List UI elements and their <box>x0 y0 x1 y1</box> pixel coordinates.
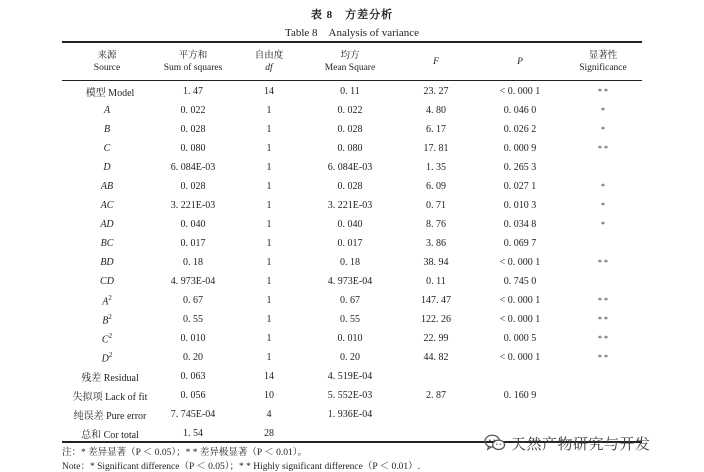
cell-df: 1 <box>266 143 272 154</box>
source-label: AB <box>100 181 114 192</box>
cell-significance <box>564 405 642 424</box>
cell-p-value: < 0. 000 1 <box>499 352 541 363</box>
cell-f-value: 0. 11 <box>426 276 446 287</box>
cell-f-value: 6. 17 <box>426 124 446 135</box>
cell-significance: * * <box>598 315 608 324</box>
column-header <box>152 44 234 80</box>
footnote-cn: 注：* 差异显著（P ＜ 0.05）；* * 差异极显著（P ＜ 0.01）。 <box>62 448 307 458</box>
cell-p-value: 0. 046 0 <box>503 105 537 116</box>
column-header <box>234 44 304 80</box>
cell-df: 1 <box>266 314 272 325</box>
table-header-row <box>62 44 642 80</box>
column-header <box>304 44 396 80</box>
cell-significance: * <box>601 220 605 229</box>
column-header-en: F <box>433 57 439 67</box>
table-row <box>62 196 642 215</box>
cell-source: 失拟项 Lack of fit <box>72 392 148 403</box>
source-label: CD <box>100 276 114 287</box>
cell-mean-square: 0. 20 <box>340 352 360 363</box>
wechat-icon <box>484 433 506 453</box>
table-row <box>62 158 642 177</box>
cell-f-value: 4. 80 <box>426 105 446 116</box>
cell-source: 总和 Cor total <box>81 430 139 441</box>
cell-df: 1 <box>266 333 272 344</box>
cell-df: 4 <box>266 409 272 420</box>
cell-source <box>62 272 152 291</box>
cell-p-value: 0. 160 9 <box>503 390 537 401</box>
column-header-en: Sum of squares <box>163 63 223 73</box>
cell-p-value: 0. 069 7 <box>503 238 537 249</box>
cell-sum-of-squares: 0. 55 <box>183 314 203 325</box>
cell-sum-of-squares: 0. 017 <box>180 238 206 249</box>
cell-source: 模型 Model <box>85 88 135 99</box>
source-label: C <box>103 143 111 154</box>
source-label: BD <box>100 257 114 268</box>
cell-f-value: 8. 76 <box>426 219 446 230</box>
source-label: A <box>102 296 109 308</box>
column-header <box>476 44 564 80</box>
table-row <box>62 367 642 386</box>
cell-df: 1 <box>266 124 272 135</box>
table-row <box>62 291 642 310</box>
column-header-en: Significance <box>579 63 627 73</box>
table-title-en: Table 8 Analysis of variance <box>285 27 419 39</box>
cell-sum-of-squares: 0. 20 <box>183 352 203 363</box>
source-label: D <box>103 162 111 173</box>
source-label: B <box>102 315 109 327</box>
table-row <box>62 80 642 101</box>
cell-mean-square: 0. 040 <box>337 219 363 230</box>
cell-sum-of-squares: 6. 084E-03 <box>170 162 216 173</box>
table-title-cn: 表 8 方差分析 <box>310 9 394 21</box>
table-row <box>62 405 642 424</box>
cell-mean-square: 0. 028 <box>337 181 363 192</box>
cell-df: 1 <box>266 352 272 363</box>
source-exponent: 2 <box>108 312 112 321</box>
cell-f-value: 23. 27 <box>423 86 449 97</box>
cell-sum-of-squares: 0. 040 <box>180 219 206 230</box>
watermark-text: 天然产物研究与开发 <box>511 434 651 453</box>
cell-f-value: 147. 47 <box>421 295 451 306</box>
cell-df: 1 <box>266 105 272 116</box>
cell-mean-square <box>304 424 396 443</box>
cell-f-value <box>396 424 476 443</box>
cell-f-value: 6. 09 <box>426 181 446 192</box>
cell-df: 1 <box>266 200 272 211</box>
source-label: AC <box>100 200 114 211</box>
cell-source <box>62 234 152 253</box>
source-label: B <box>103 124 111 135</box>
column-header <box>396 44 476 80</box>
top-rule <box>62 41 642 43</box>
cell-f-value <box>396 405 476 424</box>
cell-df: 1 <box>266 295 272 306</box>
cell-source <box>62 348 152 367</box>
cell-f-value: 22. 99 <box>423 333 449 344</box>
cell-mean-square: 0. 010 <box>337 333 363 344</box>
cell-source <box>62 329 152 348</box>
cell-significance: * * <box>598 144 608 153</box>
table-row <box>62 215 642 234</box>
cell-df: 10 <box>264 390 274 401</box>
table-row <box>62 272 642 291</box>
cell-sum-of-squares: 0. 063 <box>180 371 206 382</box>
table-row <box>62 329 642 348</box>
source-exponent: 2 <box>108 293 112 302</box>
cell-sum-of-squares: 0. 010 <box>180 333 206 344</box>
cell-mean-square: 4. 973E-04 <box>327 276 373 287</box>
cell-sum-of-squares: 3. 221E-03 <box>170 200 216 211</box>
column-header-cn: 平方和 <box>178 51 208 61</box>
cell-p-value: < 0. 000 1 <box>499 257 541 268</box>
cell-sum-of-squares: 0. 080 <box>180 143 206 154</box>
cell-significance <box>564 367 642 386</box>
table-row <box>62 386 642 405</box>
cell-df: 1 <box>266 276 272 287</box>
cell-significance <box>564 234 642 253</box>
cell-source <box>62 291 152 310</box>
column-header <box>564 44 642 80</box>
cell-mean-square: 1. 936E-04 <box>327 409 373 420</box>
cell-df: 14 <box>264 371 274 382</box>
cell-df: 1 <box>266 257 272 268</box>
cell-significance: * <box>601 106 605 115</box>
cell-significance: * * <box>598 87 608 96</box>
cell-mean-square: 0. 080 <box>337 143 363 154</box>
cell-f-value: 2. 87 <box>426 390 446 401</box>
cell-sum-of-squares: 4. 973E-04 <box>170 276 216 287</box>
table-body <box>62 80 642 443</box>
cell-mean-square: 6. 084E-03 <box>327 162 373 173</box>
column-header <box>62 44 152 80</box>
cell-significance: * * <box>598 296 608 305</box>
cell-p-value: 0. 027 1 <box>503 181 537 192</box>
cell-mean-square: 0. 67 <box>340 295 360 306</box>
table-row <box>62 139 642 158</box>
footnote-en: Note：* Significant difference（P ＜ 0.05）；* * Highly significant difference（P ＜ 0.01）. <box>62 462 421 472</box>
cell-df: 1 <box>266 219 272 230</box>
source-label: C <box>101 334 109 346</box>
cell-p-value: 0. 000 5 <box>503 333 537 344</box>
cell-p-value: 0. 745 0 <box>503 276 537 287</box>
table-row <box>62 234 642 253</box>
cell-mean-square: 3. 221E-03 <box>327 200 373 211</box>
cell-p-value: 0. 034 8 <box>503 219 537 230</box>
source-exponent: 2 <box>108 331 113 340</box>
cell-p-value: < 0. 000 1 <box>499 295 541 306</box>
source-exponent: 2 <box>108 350 113 359</box>
cell-p-value: 0. 265 3 <box>503 162 537 173</box>
cell-significance: * <box>601 182 605 191</box>
cell-f-value <box>396 367 476 386</box>
cell-mean-square: 4. 519E-04 <box>327 371 373 382</box>
source-label: A <box>103 105 111 116</box>
cell-significance <box>564 386 642 405</box>
cell-sum-of-squares: 0. 056 <box>180 390 206 401</box>
cell-significance <box>564 272 642 291</box>
table-row <box>62 348 642 367</box>
cell-mean-square: 0. 017 <box>337 238 363 249</box>
column-header-en: Mean Square <box>324 63 376 73</box>
cell-f-value: 17. 81 <box>423 143 449 154</box>
cell-mean-square: 0. 028 <box>337 124 363 135</box>
cell-p-value: 0. 026 2 <box>503 124 537 135</box>
watermark <box>484 432 696 454</box>
table-row <box>62 177 642 196</box>
cell-source <box>62 310 152 329</box>
cell-p-value <box>476 405 564 424</box>
cell-sum-of-squares: 0. 028 <box>180 181 206 192</box>
cell-f-value: 44. 82 <box>423 352 449 363</box>
cell-f-value: 3. 86 <box>426 238 446 249</box>
cell-significance: * <box>601 201 605 210</box>
column-header-cn: 显著性 <box>588 51 618 61</box>
cell-df: 1 <box>266 162 272 173</box>
cell-p-value: 0. 010 3 <box>503 200 537 211</box>
cell-f-value: 38. 94 <box>423 257 449 268</box>
cell-mean-square: 0. 55 <box>340 314 360 325</box>
cell-significance: * * <box>598 353 608 362</box>
cell-sum-of-squares: 7. 745E-04 <box>170 409 216 420</box>
anova-table <box>62 44 642 443</box>
cell-sum-of-squares: 1. 54 <box>183 428 203 439</box>
cell-significance: * * <box>598 334 608 343</box>
cell-df: 28 <box>264 428 274 439</box>
column-header-en: df <box>265 63 273 73</box>
cell-source: 残差 Residual <box>81 373 139 384</box>
cell-f-value: 1. 35 <box>426 162 446 173</box>
cell-source: 纯误差 Pure error <box>73 411 147 422</box>
cell-p-value: < 0. 000 1 <box>499 314 541 325</box>
cell-significance: * * <box>598 258 608 267</box>
cell-source <box>62 139 152 158</box>
table-row <box>62 120 642 139</box>
cell-source <box>62 215 152 234</box>
cell-source <box>62 101 152 120</box>
cell-sum-of-squares: 0. 18 <box>183 257 203 268</box>
cell-f-value: 122. 26 <box>421 314 451 325</box>
cell-sum-of-squares: 0. 022 <box>180 105 206 116</box>
cell-mean-square: 0. 11 <box>340 86 360 97</box>
cell-df: 1 <box>266 238 272 249</box>
cell-p-value <box>476 367 564 386</box>
source-label: BC <box>100 238 114 249</box>
cell-source <box>62 120 152 139</box>
source-label: D <box>101 353 109 365</box>
cell-source <box>62 177 152 196</box>
cell-significance: * <box>601 125 605 134</box>
column-header-cn: 来源 <box>97 51 117 61</box>
column-header-en: Source <box>93 63 121 73</box>
cell-df: 14 <box>264 86 274 97</box>
cell-mean-square: 5. 552E-03 <box>327 390 373 401</box>
cell-p-value: < 0. 000 1 <box>499 86 541 97</box>
column-header-en: P <box>517 57 523 67</box>
cell-p-value: 0. 000 9 <box>503 143 537 154</box>
table-row <box>62 253 642 272</box>
cell-source <box>62 196 152 215</box>
table-row <box>62 101 642 120</box>
cell-sum-of-squares: 0. 028 <box>180 124 206 135</box>
cell-source <box>62 158 152 177</box>
cell-significance <box>564 158 642 177</box>
cell-sum-of-squares: 0. 67 <box>183 295 203 306</box>
cell-df: 1 <box>266 181 272 192</box>
cell-mean-square: 0. 022 <box>337 105 363 116</box>
cell-f-value: 0. 71 <box>426 200 446 211</box>
table-row <box>62 310 642 329</box>
cell-sum-of-squares: 1. 47 <box>183 86 203 97</box>
source-label: AD <box>100 219 114 230</box>
column-header-cn: 均方 <box>340 51 360 61</box>
cell-source <box>62 253 152 272</box>
column-header-cn: 自由度 <box>254 51 284 61</box>
cell-mean-square: 0. 18 <box>340 257 360 268</box>
